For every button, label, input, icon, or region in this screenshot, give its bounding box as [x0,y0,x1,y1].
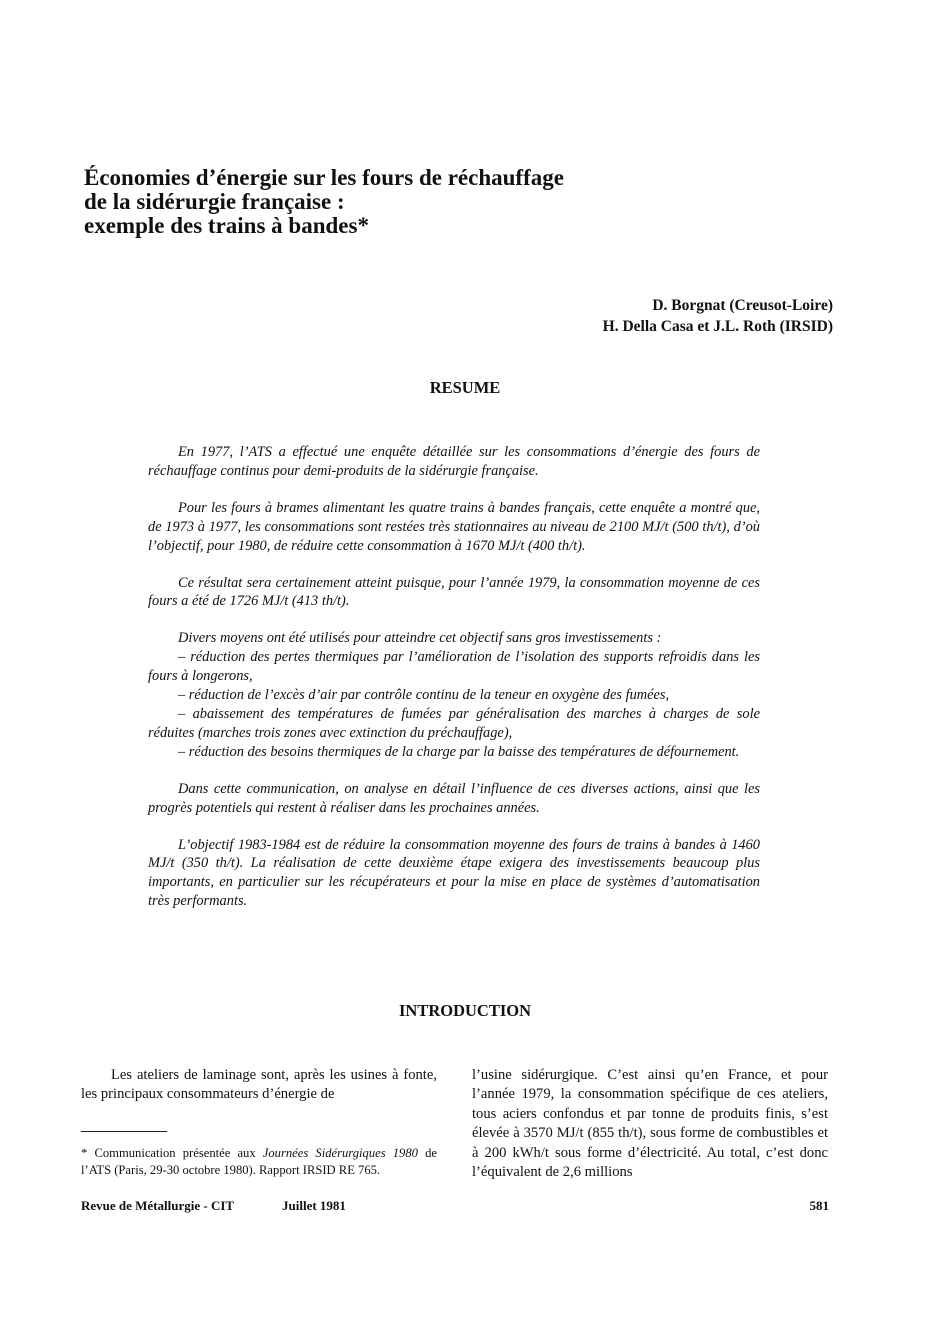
title-line-2: de la sidérurgie française : [84,189,345,214]
intro-left-text: Les ateliers de laminage sont, après les usines à fonte, les principaux consommateurs d’énergie de [81,1067,437,1103]
page-number: 581 [809,1198,829,1213]
resume-heading: RESUME [429,378,501,397]
abstract-paragraph-2: Pour les fours à brames alimentant les quatre trains à bandes français, cette enquête a montré que, de 1973 à 1977, les consommations sont restées très stationnaires au niveau de 2100 MJ/t (500 th/t), d’où l’objectif, pour 1980, de réduire cette consommation à 1670 MJ/t (400 th/t). [148,499,760,554]
abstract-list-intro: Divers moyens ont été utilisés pour atteindre cet objectif sans gros investissements : [178,630,662,647]
author-line-2: H. Della Casa et J.L. Roth (IRSID) [602,318,833,335]
page-footer [81,1198,829,1218]
abstract [148,443,760,929]
footnote-italic-text: Journées Sidérurgiques 1980 [262,1146,418,1160]
abstract-paragraph-1: En 1977, l’ATS a effectué une enquête détaillée sur les consommations d’énergie des fours de réchauffage continus pour demi-produits de la sidérurgie française. [148,444,760,479]
footnote-text-1: * Communication présentée aux [81,1146,263,1160]
abstract-list-item: – abaissement des températures de fumées par généralisation des marches à charges de sole réduites (marches trois zones avec extinction du préchauffage), [148,705,760,741]
abstract-list [148,629,760,761]
article-title [84,166,804,238]
introduction-heading: INTRODUCTION [398,1001,532,1020]
right-column [472,1066,828,1182]
issue-date: Juillet 1981 [282,1198,346,1213]
footnote-text-2: de l’ATS (Paris, 29-30 octobre 1980). Rapport IRSID RE 765. [81,1146,437,1177]
title-line-1: Économies d’énergie sur les fours de réchauffage [84,165,564,190]
author-line-1: D. Borgnat (Creusot-Loire) [652,297,833,314]
abstract-list-item: – réduction de l’excès d’air par contrôle continu de la teneur en oxygène des fumées, [178,687,670,704]
abstract-list-item: – réduction des besoins thermiques de la charge par la baisse des températures de défournement. [178,743,740,760]
abstract-paragraph-3: Ce résultat sera certainement atteint puisque, pour l’année 1979, la consommation moyenne de ces fours a été de 1726 MJ/t (413 th/t). [148,574,760,610]
journal-name: Revue de Métallurgie - CIT [81,1198,235,1213]
abstract-list-item: – réduction des pertes thermiques par l’amélioration de l’isolation des supports refroidis dans les fours à longerons, [148,649,760,685]
footnote [81,1145,437,1178]
footnote-divider [81,1131,167,1132]
abstract-paragraph-5: Dans cette communication, on analyse en détail l’influence de ces diverses actions, ainsi que les progrès potentiels qui restent à réaliser dans les prochaines années. [148,780,760,816]
left-column [81,1066,437,1105]
abstract-paragraph-6: L’objectif 1983-1984 est de réduire la consommation moyenne des fours de trains à bandes à 1460 MJ/t (350 th/t). La réalisation de cette deuxième étape exigera des investissements beaucoup plus importants, en particulier sur les récupérateurs et pour la mise en place de systèmes d’automatisation très performants. [148,836,760,910]
author-block [413,295,833,337]
title-line-3: exemple des trains à bandes* [84,213,369,238]
intro-right-text: l’usine sidérurgique. C’est ainsi qu’en France, et pour l’année 1979, la consommation spécifique de ces ateliers, tous aciers confondus et par tonne de produits finis, s’est élevée à 3570 MJ/t (855 th/t), sous forme de combustibles et à 200 kWh/t sous forme d’électricité. Au total, c’est donc l’équivalent de 2,6 millions [472,1067,828,1181]
